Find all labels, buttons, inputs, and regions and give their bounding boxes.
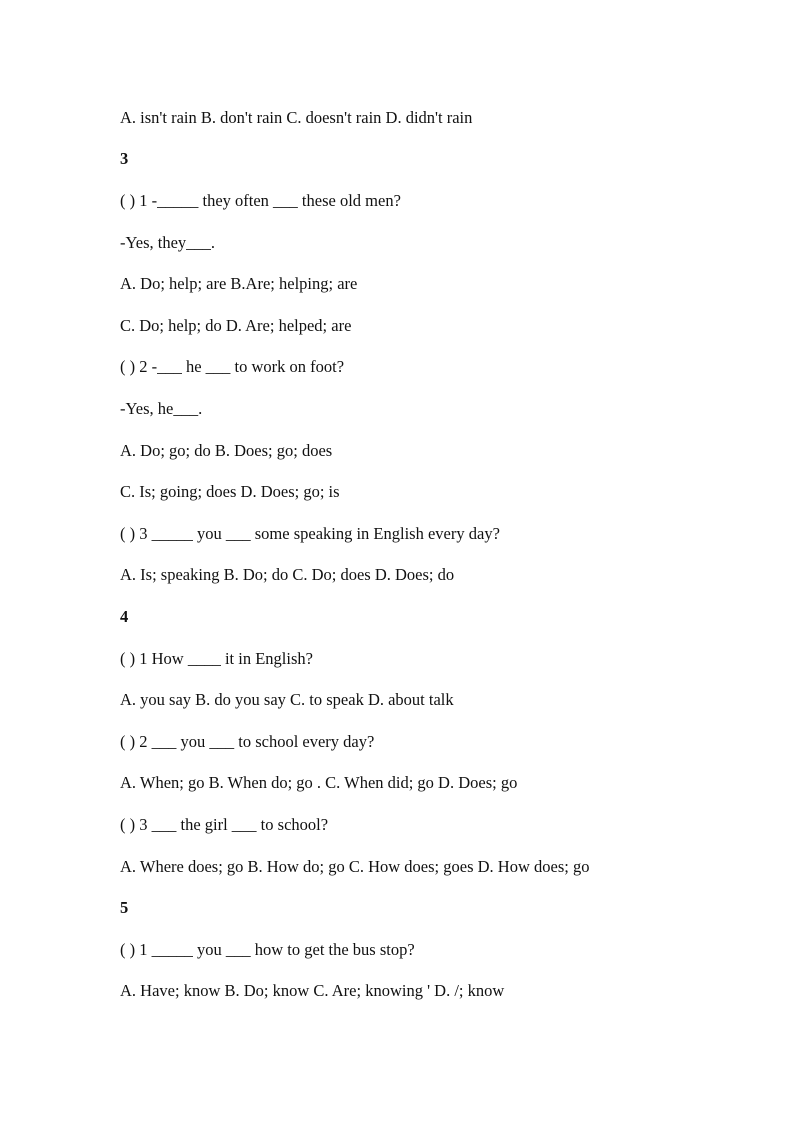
question-line: ( ) 1 How ____ it in English? [120, 649, 313, 668]
option-line: A. isn't rain B. don't rain C. doesn't rain D. didn't rain [120, 108, 473, 127]
option-line: A. Do; go; do B. Does; go; does [120, 441, 333, 460]
section-number: 5 [120, 898, 129, 917]
question-line: ( ) 3 _____ you ___ some speaking in English every day? [120, 524, 500, 543]
option-line: C. Is; going; does D. Does; go; is [120, 482, 340, 501]
option-line: A. Have; know B. Do; know C. Are; knowing ' D. /; know [120, 981, 505, 1000]
option-line: A. When; go B. When do; go . C. When did; go D. Does; go [120, 773, 518, 792]
section-number: 3 [120, 149, 129, 168]
option-line: A. Where does; go B. How do; go C. How does; goes D. How does; go [120, 857, 590, 876]
option-line: A. Is; speaking B. Do; do C. Do; does D. Does; do [120, 565, 455, 584]
answer-line: -Yes, he___. [120, 399, 203, 418]
question-line: ( ) 3 ___ the girl ___ to school? [120, 815, 329, 834]
question-line: ( ) 2 -___ he ___ to work on foot? [120, 357, 345, 376]
option-line: C. Do; help; do D. Are; helped; are [120, 316, 352, 335]
question-line: ( ) 1 _____ you ___ how to get the bus stop? [120, 940, 415, 959]
section-number: 4 [120, 607, 129, 626]
question-line: ( ) 1 -_____ they often ___ these old men? [120, 191, 401, 210]
option-line: A. Do; help; are B.Are; helping; are [120, 274, 358, 293]
option-line: A. you say B. do you say C. to speak D. about talk [120, 690, 454, 709]
question-line: ( ) 2 ___ you ___ to school every day? [120, 732, 375, 751]
answer-line: -Yes, they___. [120, 233, 216, 252]
